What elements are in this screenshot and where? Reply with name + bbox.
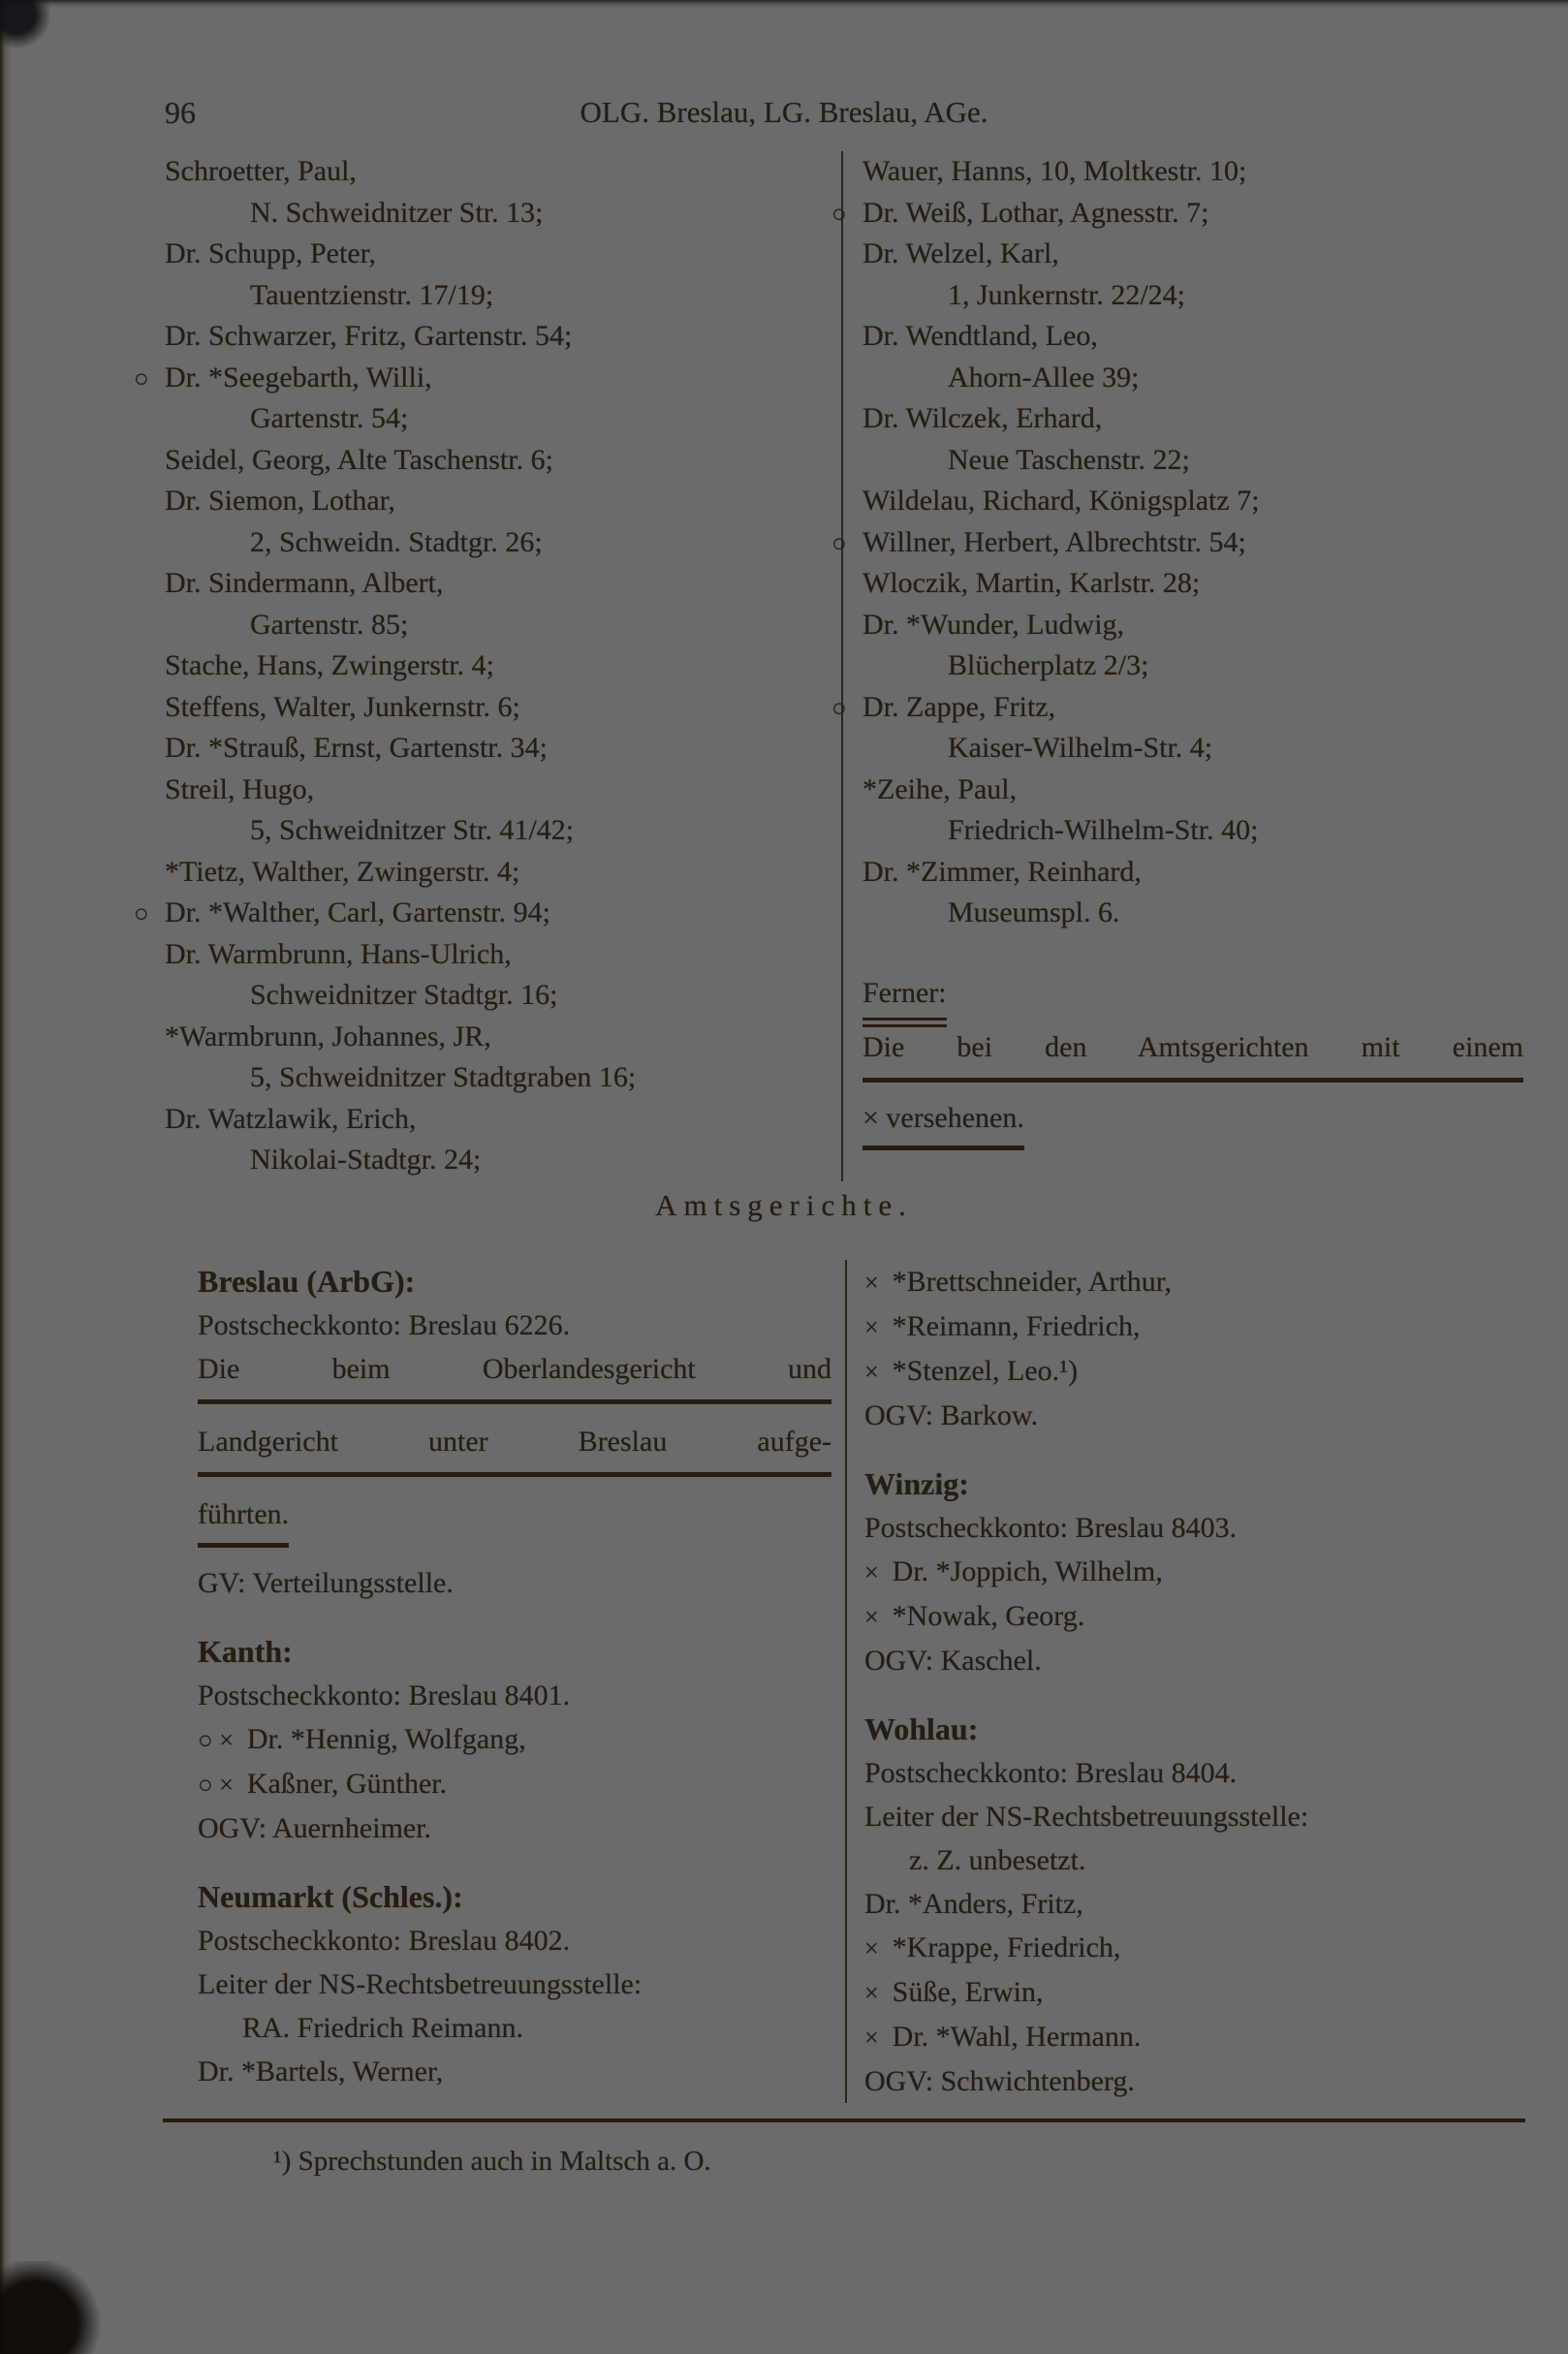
entry-text: OGV: Barkow. — [864, 1399, 1039, 1431]
right-column — [831, 151, 1523, 1181]
entry-text: Dr. Wilczek, Erhard, — [862, 402, 1103, 434]
entry-marker-icon: ○ — [831, 528, 847, 557]
directory-line — [862, 810, 1523, 852]
entry-text: Nikolai-Stadtgr. 24; — [250, 1144, 482, 1176]
entry-text: Winzig: — [864, 1466, 969, 1501]
directory-line — [165, 234, 841, 275]
entry-text: *Zeihe, Paul, — [862, 772, 1018, 805]
directory-line — [864, 1594, 1523, 1639]
entry-text: *Warmbrunn, Johannes, JR, — [165, 1020, 491, 1052]
page-number: 96 — [165, 95, 196, 130]
entry-marker-icon: × — [864, 1558, 879, 1586]
directory-line — [165, 1099, 841, 1141]
entry-text: Schweidnitzer Stadtgr. 16; — [250, 979, 558, 1011]
directory-line — [165, 1017, 841, 1058]
directory-line — [165, 687, 841, 729]
amtsgerichte-columns — [165, 1260, 1523, 2103]
amtsgerichte-left-column — [165, 1260, 845, 2103]
directory-line — [864, 1970, 1523, 2015]
left-column — [134, 151, 841, 1181]
entry-text: Wildelau, Richard, Königsplatz 7; — [862, 485, 1260, 517]
directory-line — [198, 1492, 831, 1548]
entry-marker-icon: × — [864, 1313, 879, 1341]
directory-line — [862, 275, 1523, 317]
directory-line — [165, 398, 841, 440]
directory-line — [862, 563, 1523, 605]
entry-text: Dr. Weiß, Lothar, Agnesstr. 7; — [862, 196, 1209, 229]
directory-line — [831, 687, 1523, 729]
entry-text: 5, Schweidnitzer Str. 41/42; — [250, 814, 575, 846]
entry-text: 1, Junkernstr. 22/24; — [948, 278, 1185, 311]
entry-text: Dr. Welzel, Karl, — [862, 237, 1059, 269]
directory-line — [198, 1762, 831, 1806]
entry-text: GV: Verteilungsstelle. — [198, 1567, 454, 1599]
directory-line — [165, 605, 841, 646]
directory-line — [864, 1550, 1523, 1594]
directory-line — [862, 1098, 1523, 1151]
directory-line — [198, 1962, 831, 2006]
entry-text: Dr. *Bartels, Werner, — [198, 2056, 444, 2087]
directory-line — [198, 1806, 831, 1850]
entry-text: Postscheckkonto: Breslau 8403. — [864, 1512, 1238, 1544]
entry-marker-icon: × — [864, 1603, 879, 1631]
entry-text: *Tietz, Walther, Zwingerstr. 4; — [165, 855, 520, 888]
directory-line — [831, 522, 1523, 564]
entry-text: Landgericht unter Breslau aufge- — [198, 1420, 831, 1477]
directory-line — [864, 1462, 1523, 1506]
directory-line — [198, 1303, 831, 1347]
entry-marker-icon: × — [864, 1979, 879, 2007]
entry-text: Ferner: — [862, 973, 947, 1028]
entry-marker-icon: × — [864, 1269, 879, 1297]
directory-line — [165, 975, 841, 1017]
directory-line — [165, 151, 841, 193]
scan-corner-bottom-left — [0, 2261, 103, 2354]
directory-line — [165, 1057, 841, 1099]
directory-line — [165, 769, 841, 811]
directory-line — [862, 728, 1523, 769]
entry-text: Die beim Oberlandesgericht und — [198, 1347, 831, 1404]
entry-text: Leiter der NS-Rechtsbetreuungsstelle: — [864, 1801, 1309, 1833]
directory-line — [864, 1260, 1523, 1304]
entry-text: Postscheckkonto: Breslau 8402. — [198, 1925, 571, 1957]
entry-text: Dr. Zappe, Fritz, — [862, 690, 1056, 723]
directory-line — [198, 1420, 831, 1477]
directory-line — [864, 1349, 1523, 1394]
entry-marker-icon: ○ — [831, 199, 847, 228]
entry-text: Dr. *Anders, Fritz, — [864, 1888, 1083, 1920]
entry-text: Neue Taschenstr. 22; — [948, 443, 1190, 476]
scan-edge-left — [0, 0, 12, 2354]
entry-text: × versehenen. — [862, 1098, 1024, 1151]
directory-line — [864, 1882, 1523, 1926]
directory-line — [165, 316, 841, 358]
entry-text: Dr. Watzlawik, Erich, — [165, 1102, 417, 1135]
directory-line — [165, 563, 841, 605]
directory-line — [134, 893, 841, 934]
lawyer-directory-columns — [134, 151, 1523, 1181]
entry-text: Wloczik, Martin, Karlstr. 28; — [862, 567, 1201, 599]
entry-text: *Stenzel, Leo.¹) — [892, 1355, 1079, 1387]
entry-text: Leiter der NS-Rechtsbetreuungsstelle: — [198, 1968, 643, 2000]
directory-line — [864, 1926, 1523, 1970]
entry-text: Wauer, Hanns, 10, Moltkestr. 10; — [862, 155, 1247, 187]
directory-line — [864, 1639, 1523, 1682]
entry-text: Friedrich-Wilhelm-Str. 40; — [948, 814, 1259, 846]
entry-text: Die bei den Amtsgerichten mit einem — [862, 1027, 1523, 1083]
entry-marker-icon: ○ — [831, 693, 847, 722]
directory-line — [862, 645, 1523, 687]
directory-line — [862, 769, 1523, 811]
entry-text: *Brettschneider, Arthur, — [892, 1266, 1173, 1298]
entry-text: Dr. Warmbrunn, Hans-Ulrich, — [165, 937, 512, 970]
entry-marker-icon: × — [864, 1934, 879, 1962]
scan-edge-top — [0, 0, 1568, 9]
entry-text: Seidel, Georg, Alte Taschenstr. 6; — [165, 443, 553, 476]
entry-text: Gartenstr. 54; — [250, 402, 409, 434]
directory-line — [198, 2006, 831, 2050]
directory-line — [165, 193, 841, 235]
directory-line — [862, 1027, 1523, 1083]
entry-text: Museumspl. 6. — [948, 896, 1120, 928]
entry-text: Dr. *Hennig, Wolfgang, — [246, 1723, 526, 1755]
directory-line — [198, 2050, 831, 2093]
entry-text: OGV: Schwichtenberg. — [864, 2065, 1135, 2097]
directory-line — [864, 1751, 1523, 1795]
directory-line — [864, 2015, 1523, 2059]
directory-line — [862, 481, 1523, 522]
directory-line — [862, 852, 1523, 894]
entry-text: Gartenstr. 85; — [250, 608, 409, 641]
entry-text: Ahorn-Allee 39; — [948, 361, 1140, 393]
entry-text: Dr. *Wahl, Hermann. — [892, 2021, 1142, 2053]
entry-text: Neumarkt (Schles.): — [198, 1879, 463, 1914]
directory-line — [862, 151, 1523, 193]
entry-marker-icon: ○ — [134, 363, 149, 392]
entry-text: OGV: Auernheimer. — [198, 1812, 432, 1844]
entry-text: Kaßner, Günther. — [246, 1768, 448, 1800]
entry-text: Dr. *Walther, Carl, Gartenstr. 94; — [165, 896, 550, 928]
entry-text: Blücherplatz 2/3; — [948, 649, 1149, 681]
running-title: OLG. Breslau, LG. Breslau, AGe. — [580, 95, 988, 129]
directory-line — [198, 1919, 831, 1962]
entry-text: Dr. Sindermann, Albert, — [165, 567, 444, 599]
directory-line — [165, 728, 841, 769]
directory-line — [864, 1394, 1523, 1437]
directory-line — [862, 316, 1523, 358]
entry-text: Tauentzienstr. 17/19; — [250, 278, 494, 311]
scan-corner-top-left — [0, 0, 50, 48]
directory-line — [862, 605, 1523, 646]
directory-line — [165, 275, 841, 317]
directory-line — [198, 1347, 831, 1404]
entry-text: 2, Schweidn. Stadtgr. 26; — [250, 525, 543, 558]
entry-text: führten. — [198, 1492, 289, 1548]
entry-text: Kanth: — [198, 1634, 293, 1669]
directory-line — [198, 1260, 831, 1303]
directory-line — [864, 1838, 1523, 1882]
directory-line — [165, 440, 841, 482]
directory-line — [864, 1304, 1523, 1349]
directory-line — [864, 1795, 1523, 1838]
entry-text: Dr. *Strauß, Ernst, Gartenstr. 34; — [165, 732, 548, 764]
entry-marker-icon: × — [864, 2024, 879, 2052]
directory-line — [198, 1875, 831, 1919]
directory-line — [165, 645, 841, 687]
entry-text: Dr. *Zimmer, Reinhard, — [862, 855, 1142, 888]
entry-text: Dr. *Joppich, Wilhelm, — [892, 1555, 1163, 1587]
entry-text: Steffens, Walter, Junkernstr. 6; — [165, 690, 520, 723]
directory-line — [862, 440, 1523, 482]
entry-text: N. Schweidnitzer Str. 13; — [250, 196, 544, 229]
entry-text: Dr. *Wunder, Ludwig, — [862, 608, 1125, 641]
directory-line — [134, 358, 841, 399]
entry-text: Kaiser-Wilhelm-Str. 4; — [948, 732, 1213, 764]
entry-text: Schroetter, Paul, — [165, 155, 357, 187]
entry-text: Wohlau: — [864, 1711, 979, 1746]
directory-line — [864, 1708, 1523, 1751]
entry-text: Dr. Siemon, Lothar, — [165, 485, 395, 517]
entry-marker-icon: ○ × — [198, 1771, 234, 1799]
amtsgerichte-heading: Amtsgerichte. — [655, 1188, 913, 1222]
entry-text: Stache, Hans, Zwingerstr. 4; — [165, 649, 494, 681]
entry-text: Postscheckkonto: Breslau 8404. — [864, 1757, 1238, 1789]
directory-line — [862, 234, 1523, 275]
entry-text: z. Z. unbesetzt. — [909, 1844, 1086, 1876]
entry-text: Dr. *Seegebarth, Willi, — [165, 361, 432, 393]
entry-text: Dr. Schwarzer, Fritz, Gartenstr. 54; — [165, 320, 573, 352]
entry-text: Dr. Wendtland, Leo, — [862, 320, 1098, 352]
entry-text: Willner, Herbert, Albrechtstr. 54; — [862, 525, 1246, 558]
directory-line — [198, 1561, 831, 1605]
directory-line — [864, 1506, 1523, 1550]
directory-line — [831, 193, 1523, 235]
directory-line — [864, 2059, 1523, 2103]
directory-line — [165, 522, 841, 564]
directory-line — [165, 810, 841, 852]
entry-text: Dr. Schupp, Peter, — [165, 237, 376, 269]
entry-marker-icon: ○ × — [198, 1726, 234, 1754]
directory-line — [862, 358, 1523, 399]
entry-text: Breslau (ArbG): — [198, 1264, 416, 1299]
directory-line — [165, 481, 841, 522]
entry-text: Süße, Erwin, — [892, 1976, 1044, 2008]
footnote-divider-rule — [163, 2119, 1525, 2122]
directory-line — [198, 1717, 831, 1762]
directory-line — [862, 398, 1523, 440]
entry-text: *Krappe, Friedrich, — [892, 1931, 1121, 1963]
directory-line — [165, 1140, 841, 1181]
directory-line — [165, 852, 841, 894]
entry-text: Postscheckkonto: Breslau 8401. — [198, 1679, 571, 1711]
directory-line — [862, 973, 1523, 1028]
entry-text: *Nowak, Georg. — [892, 1600, 1085, 1632]
directory-line — [198, 1674, 831, 1717]
entry-text: OGV: Kaschel. — [864, 1645, 1042, 1677]
entry-text: 5, Schweidnitzer Stadtgraben 16; — [250, 1061, 637, 1093]
entry-text: Streil, Hugo, — [165, 772, 315, 805]
entry-text: Postscheckkonto: Breslau 6226. — [198, 1309, 571, 1341]
entry-marker-icon: × — [864, 1358, 879, 1386]
directory-line — [862, 893, 1523, 934]
entry-text: RA. Friedrich Reimann. — [242, 2012, 523, 2044]
entry-marker-icon: ○ — [134, 899, 149, 927]
directory-line — [198, 1630, 831, 1674]
entry-text: *Reimann, Friedrich, — [892, 1310, 1141, 1342]
amtsgerichte-right-column — [845, 1260, 1523, 2103]
directory-line — [165, 934, 841, 976]
footnote-text: ¹) Sprechstunden auch in Maltsch a. O. — [273, 2146, 711, 2177]
